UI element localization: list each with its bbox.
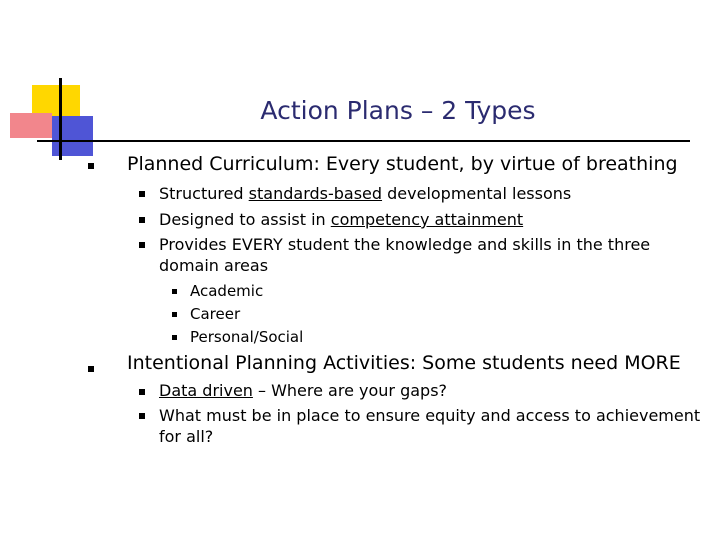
bullet-marker [139,242,145,248]
sub-bullet-designed: Designed to assist in competency attainment [159,210,524,229]
bullet-intentional-planning: Intentional Planning Activities: Some students need MORE [127,352,681,374]
bullet-marker [139,191,145,197]
bullet-marker [139,389,145,395]
sub-bullet-structured: Structured standards-based developmental lessons [159,184,572,203]
sub-sub-bullet-career: Career [190,305,241,323]
slide-title: Action Plans – 2 Types [260,96,536,125]
bullet-marker [88,163,94,169]
sub-bullet-what-must: What must be in place to ensure equity and access to achievement for all? [159,406,701,446]
bullet-marker [139,217,145,223]
bullet-marker [172,289,177,294]
sub-bullet-data-driven: Data driven – Where are your gaps? [159,381,448,400]
sub-bullet-provides: Provides EVERY student the knowledge and skills in the three domain areas [159,235,651,275]
bullet-marker [172,335,177,340]
bullet-marker [172,312,177,317]
bullet-planned-curriculum: Planned Curriculum: Every student, by virtue of breathing [127,153,678,175]
sub-sub-bullet-personal-social: Personal/Social [190,328,304,346]
bullet-marker [88,366,94,372]
sub-sub-bullet-academic: Academic [190,282,264,300]
title-underline [37,140,690,142]
bullet-marker [139,413,145,419]
